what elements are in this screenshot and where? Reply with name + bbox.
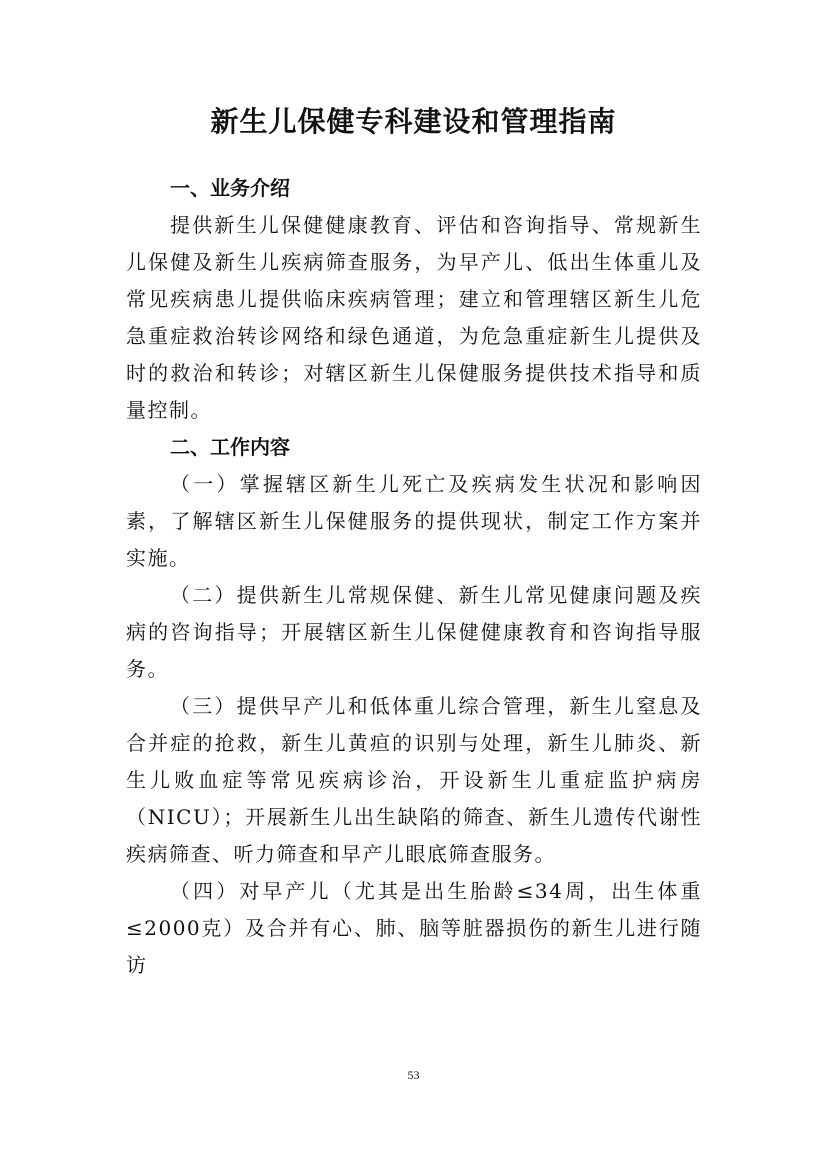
paragraph-work-item-3: （三）提供早产儿和低体重儿综合管理，新生儿窒息及合并症的抢救，新生儿黄疸的识别与处理，新生儿肺炎、新生儿败血症等常见疾病诊治，开设新生儿重症监护病房（NICU）；开展新生儿出生缺陷的筛查、新生儿遗传代谢性疾病筛查、听力筛查和早产儿眼底筛查服务。: [126, 694, 702, 866]
document-body: [126, 170, 702, 984]
paragraph-work-item-2: （二）提供新生儿常规保健、新生儿常见健康问题及疾病的咨询指导；开展辖区新生儿保健健康教育和咨询指导服务。: [126, 583, 702, 681]
paragraph-work-item-1: （一）掌握辖区新生儿死亡及疾病发生状况和影响因素，了解辖区新生儿保健服务的提供现状，制定工作方案并实施。: [126, 472, 702, 570]
section-heading-work-content: 二、工作内容: [170, 435, 290, 459]
paragraph-work-item-4: （四）对早产儿（尤其是出生胎龄≤34周，出生体重≤2000克）及合并有心、肺、脑等脏器损伤的新生儿进行随访: [126, 879, 702, 977]
document-title: 新生儿保健专科建设和管理指南: [210, 105, 617, 138]
section-heading-business-intro: 一、业务介绍: [170, 176, 290, 200]
paragraph-business-intro: 提供新生儿保健健康教育、评估和咨询指导、常规新生儿保健及新生儿疾病筛查服务，为早产儿、低出生体重儿及常见疾病患儿提供临床疾病管理；建立和管理辖区新生儿危急重症救治转诊网络和绿色通道，为危急重症新生儿提供及时的救治和转诊；对辖区新生儿保健服务提供技术指导和质量控制。: [126, 213, 702, 422]
page-number: 53: [407, 1068, 420, 1082]
